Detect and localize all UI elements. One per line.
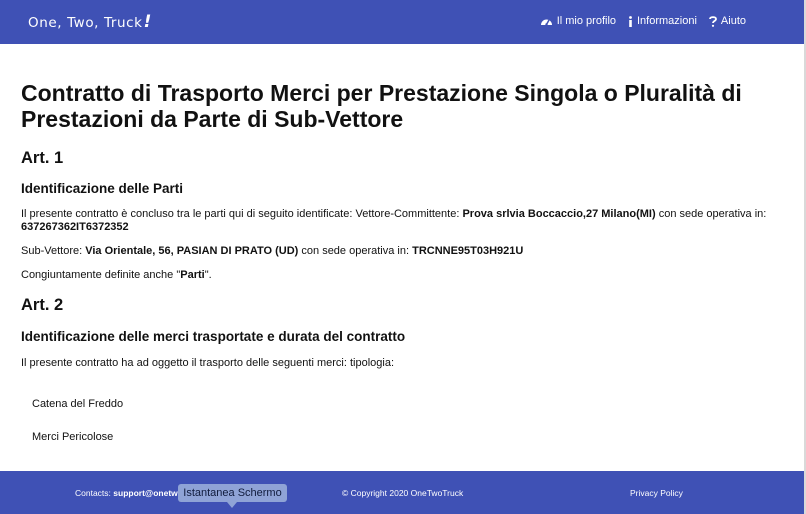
art1-subvettore-paragraph <box>21 245 785 258</box>
privacy-policy-link[interactable]: Privacy Policy <box>630 488 683 498</box>
nav-item-info[interactable] <box>628 15 697 27</box>
tooltip-arrow <box>227 502 237 508</box>
goods-item-dangerous: Merci Pericolose <box>32 431 114 443</box>
goods-item-cold-chain: Catena del Freddo <box>32 398 124 410</box>
screenshot-tooltip: Istantanea Schermo <box>178 484 287 502</box>
text: Sub-Vettore: <box>21 245 86 257</box>
subvettore-address: Via Orientale, 56, PASIAN DI PRATO (UD) <box>85 245 299 257</box>
speedometer-icon <box>540 16 553 27</box>
app-logo[interactable] <box>28 12 152 32</box>
art2-subheading: Identificazione delle merci trasportate e durata del contratto <box>21 329 406 344</box>
art2-paragraph: Il presente contratto ha ad oggetto il trasporto delle seguenti merci: tipologia: <box>21 357 395 369</box>
title-line-1: Contratto di Trasporto Merci per Prestazione Singola o Pluralità di <box>21 80 742 106</box>
footer <box>0 471 804 514</box>
nav-item-label: Informazioni <box>637 15 697 27</box>
footer-copyright: © Copyright 2020 OneTwoTruck <box>342 488 464 498</box>
text: con sede operativa in: <box>298 245 413 257</box>
art1-heading: Art. 1 <box>21 149 64 167</box>
text: ". <box>204 269 212 281</box>
contacts-label: Contacts: <box>75 488 114 498</box>
question-icon <box>709 16 717 27</box>
logo-text: One, Two, Truck <box>28 15 143 31</box>
art2-heading: Art. 2 <box>21 296 64 314</box>
text: Il presente contratto è concluso tra le parti qui di seguito identificate: Vettore-Committente: <box>21 208 463 220</box>
art1-parti-paragraph <box>21 269 785 282</box>
nav-item-help[interactable] <box>709 15 746 27</box>
page-title <box>21 80 785 132</box>
top-navbar <box>0 0 804 44</box>
contacts-email-link[interactable]: support@onetw <box>113 488 178 498</box>
main-nav <box>540 15 746 27</box>
art1-subheading: Identificazione delle Parti <box>21 181 184 196</box>
info-icon <box>628 16 633 27</box>
nav-item-label: Aiuto <box>720 15 746 27</box>
contract-content <box>21 80 785 370</box>
parti-term: Parti <box>180 269 205 281</box>
subvettore-code: TRCNNE95T03H921U <box>412 245 524 257</box>
footer-contacts <box>75 488 178 498</box>
nav-item-profile[interactable] <box>540 15 616 27</box>
committente-code: 637267362IT6372352 <box>21 221 129 233</box>
nav-item-label: Il mio profilo <box>556 15 616 27</box>
committente-company: Prova srlvia Boccaccio,27 Milano(MI) <box>462 208 656 220</box>
title-line-2: Prestazioni da Parte di Sub-Vettore <box>21 106 404 132</box>
text: Congiuntamente definite anche " <box>21 269 181 281</box>
art1-parties-paragraph <box>21 208 785 234</box>
logo-mark: ! <box>143 12 152 32</box>
text: con sede operativa in: <box>655 208 767 220</box>
